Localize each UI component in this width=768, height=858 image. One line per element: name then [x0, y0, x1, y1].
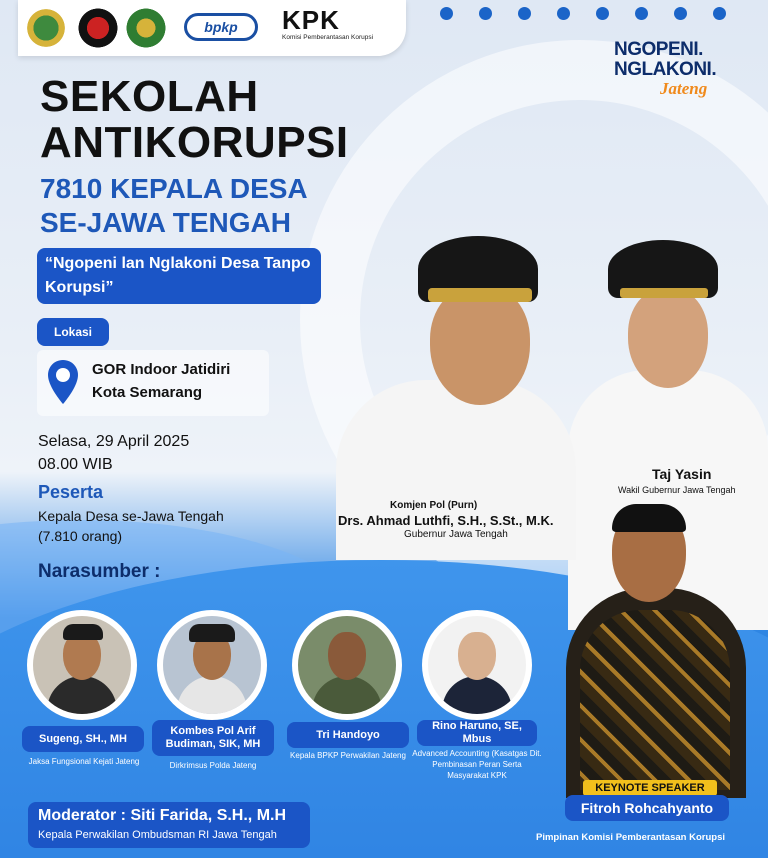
speaker-shoulders: [442, 676, 512, 714]
event-date: Selasa, 29 April 2025: [38, 433, 190, 450]
event-time: 08.00 WIB: [38, 456, 113, 473]
speaker-card-1: [27, 610, 137, 720]
keynote-label: KEYNOTE SPEAKER: [583, 780, 717, 796]
brand-line-3: Jateng: [660, 79, 708, 98]
decorative-dots: [440, 7, 726, 20]
governor-name: Drs. Ahmad Luthfi, S.H., S.St., M.K.: [338, 513, 554, 528]
location-line-2: Kota Semarang: [92, 384, 203, 401]
governor-role: Gubernur Jawa Tengah: [404, 529, 508, 540]
kpk-logo-text: KPK: [282, 5, 340, 35]
moderator-role: Kepala Perwakilan Ombudsman RI Jawa Tengah: [38, 829, 277, 841]
speaker-card-4: [422, 610, 532, 720]
speaker-cap: [63, 624, 103, 640]
vice-governor-role: Wakil Gubernur Jawa Tengah: [618, 485, 736, 495]
ngopeni-nglakoni-brand: [614, 40, 734, 98]
location-line-1: GOR Indoor Jatidiri: [92, 361, 231, 378]
keynote-batik-shirt: [580, 610, 730, 790]
speaker-name-1: Sugeng, SH., MH: [22, 726, 144, 752]
page-title: [40, 74, 349, 166]
speaker-photo: [422, 610, 532, 720]
governor-face: [430, 285, 530, 405]
keynote-name: Fitroh Rohcahyanto: [565, 795, 729, 821]
speaker-name-2: Kombes Pol Arif Budiman, SIK, MH: [152, 720, 274, 756]
subtitle-line-1: 7810 KEPALA DESA: [40, 173, 308, 204]
page-subtitle: [40, 172, 308, 240]
kpk-logo-subtitle: Komisi Pemberantasan Korupsi: [282, 34, 374, 41]
speaker-role-1: Jaksa Fungsional Kejati Jateng: [28, 757, 140, 766]
bpkp-logo: bpkp: [184, 13, 258, 41]
speaker-face: [458, 632, 496, 680]
participants-line-2: (7.810 orang): [38, 528, 123, 544]
speaker-photo: [157, 610, 267, 720]
moderator-name: Moderator : Siti Farida, S.H., M.H: [38, 807, 287, 824]
speaker-name-4: Rino Haruno, SE, Mbus: [417, 720, 537, 746]
title-line-2: ANTIKORUPSI: [40, 118, 349, 167]
location-pin-icon: [47, 359, 79, 405]
speaker-name-3: Tri Handoyo: [287, 722, 409, 748]
event-schedule: [38, 430, 189, 476]
speaker-role-4: Advanced Accounting (Kasatgas Dit. Pembinasan Peran Serta Masyarakat KPK: [412, 749, 542, 780]
speaker-role-3: Kepala BPKP Perwakilan Jateng: [290, 751, 406, 760]
speaker-face: [328, 632, 366, 680]
kpk-logo: [282, 6, 400, 41]
speaker-photo: [292, 610, 402, 720]
participants-text: [38, 506, 224, 546]
speaker-shoulders: [47, 676, 117, 714]
keynote-hair: [612, 504, 686, 532]
keynote-role: Pimpinan Komisi Pemberantasan Korupsi: [536, 832, 725, 843]
speaker-shoulders: [177, 676, 247, 714]
brand-line-2: NGLAKONI.: [614, 59, 717, 80]
brand-line-1: NGOPENI.: [614, 39, 703, 60]
speaker-role-2: Dirkrimsus Polda Jateng: [169, 761, 257, 770]
speaker-cap: [189, 624, 235, 642]
title-line-1: SEKOLAH: [40, 72, 259, 121]
participants-line-1: Kepala Desa se-Jawa Tengah: [38, 508, 224, 524]
location-label: Lokasi: [37, 318, 109, 346]
location-text: [92, 358, 230, 404]
vice-governor-face: [628, 288, 708, 388]
speaker-shoulders: [312, 676, 382, 714]
kejaksaan-logo: [24, 6, 68, 50]
speakers-heading: Narasumber :: [38, 561, 161, 582]
vice-governor-name: Taj Yasin: [652, 466, 712, 482]
participants-heading: Peserta: [38, 482, 104, 502]
speaker-photo: [27, 610, 137, 720]
subtitle-line-2: SE-JAWA TENGAH: [40, 207, 291, 238]
speaker-card-2: [157, 610, 267, 720]
governor-cap-band: [428, 288, 532, 302]
vice-governor-cap-band: [620, 288, 708, 298]
theme-quote: “Ngopeni lan Nglakoni Desa Tanpo Korupsi”: [37, 248, 321, 304]
speaker-card-3: [292, 610, 402, 720]
governor-rank: Komjen Pol (Purn): [390, 500, 478, 511]
polda-jateng-logo: [76, 6, 120, 50]
jawa-tengah-logo: [124, 6, 168, 50]
